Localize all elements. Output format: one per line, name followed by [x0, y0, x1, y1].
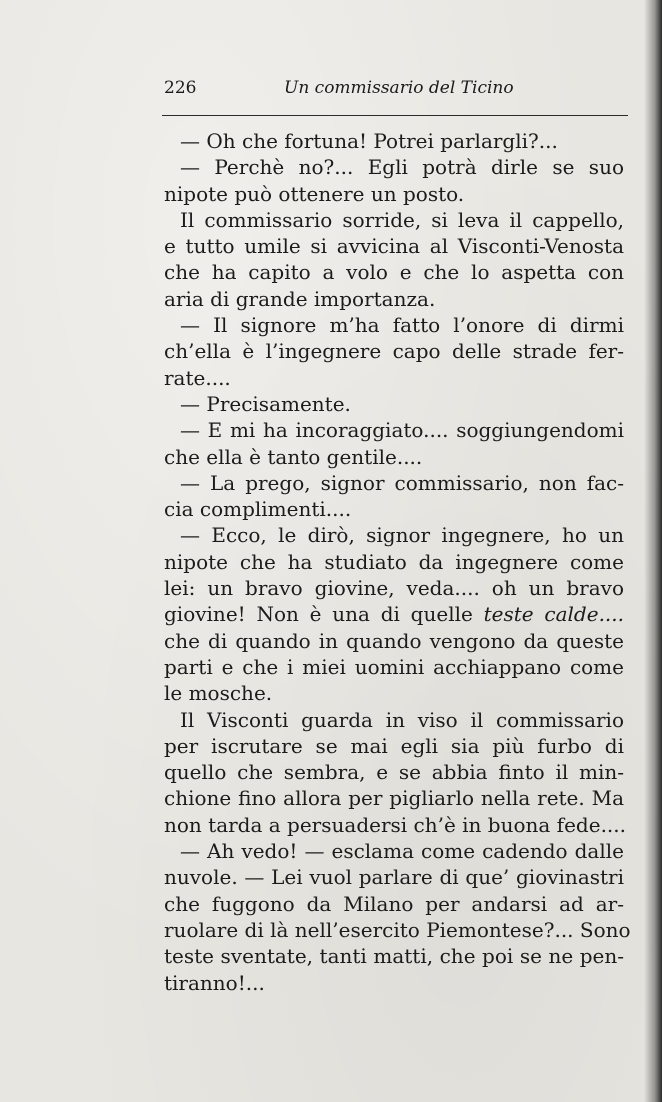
text-line-content: Il commissario sorride, si leva il cappello, [180, 207, 624, 232]
text-line-content: ch’ella è l’ingegnere capo delle strade fer- [164, 339, 624, 364]
text-line [164, 496, 624, 522]
text-line [164, 759, 624, 785]
text-line [164, 785, 624, 811]
text-line-content: che fuggono da Milano per andarsi ad ar- [164, 891, 624, 916]
text-line [164, 970, 624, 996]
text-line [164, 470, 624, 496]
text-line-content: — Perchè no?... Egli potrà dirle se suo [180, 155, 624, 180]
text-line [164, 943, 624, 969]
text-line-content: che ella è tanto gentile.... [164, 444, 423, 469]
text-line-content: — La prego, signor commissario, non fac- [180, 470, 624, 495]
text-line [164, 575, 624, 601]
text-line [164, 259, 624, 285]
text-line [164, 417, 624, 443]
text-line-content: Il Visconti guarda in viso il commissario [180, 707, 624, 732]
text-line [164, 680, 624, 706]
text-line [164, 181, 624, 207]
text-line [164, 812, 624, 838]
text-line-content: le mosche. [164, 681, 273, 706]
text-line-content: chione fino allora per pigliarlo nella rete. Ma [164, 786, 624, 811]
text-line [164, 549, 624, 575]
text-line [164, 864, 624, 890]
page-edge-shadow [644, 0, 662, 1102]
text-line [164, 233, 624, 259]
text-line [164, 207, 624, 233]
text-line [164, 733, 624, 759]
text-line [164, 391, 624, 417]
page-number: 226 [164, 78, 197, 98]
text-line [164, 891, 624, 917]
running-title: Un commissario del Ticino [284, 78, 514, 98]
text-line [164, 312, 624, 338]
text-line [164, 128, 624, 154]
text-line-content: — Precisamente. [180, 391, 351, 416]
text-line [164, 628, 624, 654]
text-line [164, 154, 624, 180]
text-line-content: tiranno!... [164, 970, 265, 995]
text-line-content: lei: un bravo giovine, veda.... oh un bravo [164, 576, 624, 601]
text-line-content: nuvole. — Lei vuol parlare di que’ giovinastri [164, 865, 624, 890]
text-line [164, 917, 631, 943]
text-line-content: quello che sembra, e se abbia finto il min- [164, 760, 624, 785]
text-line [164, 707, 624, 733]
text-line-content: — Il signore m’ha fatto l’onore di dirmi [180, 313, 624, 338]
text-line-content: — Ecco, le dirò, signor ingegnere, ho un [180, 523, 624, 548]
text-line-content: nipote che ha studiato da ingegnere come [164, 549, 624, 574]
text-line-content: per iscrutare se mai egli sia più furbo di [164, 733, 624, 758]
text-line [164, 365, 624, 391]
text-line-content: che ha capito a volo e che lo aspetta con [164, 260, 624, 285]
text-line [164, 444, 624, 470]
text-line [164, 601, 624, 627]
text-line-content: non tarda a persuadersi ch’è in buona fede.... [164, 812, 626, 837]
text-line-content: rate.... [164, 365, 231, 390]
text-line [164, 338, 624, 364]
page-header [164, 78, 624, 100]
text-line-content: che di quando in quando vengono da queste [164, 628, 624, 653]
text-line [164, 522, 624, 548]
text-line [164, 838, 624, 864]
text-line-content: teste sventate, tanti matti, che poi se ne pen- [164, 944, 624, 969]
text-line-content: e tutto umile si avvicina al Visconti-Venosta [164, 234, 624, 259]
text-line [164, 654, 624, 680]
text-line-content: — E mi ha incoraggiato.... soggiungendomi [180, 418, 624, 443]
text-line-content: nipote può ottenere un posto. [164, 181, 465, 206]
header-rule [162, 115, 628, 116]
body-text [164, 128, 631, 996]
text-line-content: giovine! Non è una di quelle [164, 602, 473, 627]
italic-phrase: teste calde.... [483, 602, 624, 627]
text-line [164, 286, 624, 312]
text-line-content: ruolare di là nell’esercito Piemontese?... Sono [164, 917, 631, 942]
text-line-content: aria di grande importanza. [164, 286, 436, 311]
text-line-content: — Oh che fortuna! Potrei parlargli?... [180, 129, 558, 153]
text-line-content: parti e che i miei uomini acchiappano come [164, 654, 624, 679]
text-line-content: cia complimenti.... [164, 497, 352, 522]
text-line-content: — Ah vedo! — esclama come cadendo dalle [180, 839, 624, 864]
